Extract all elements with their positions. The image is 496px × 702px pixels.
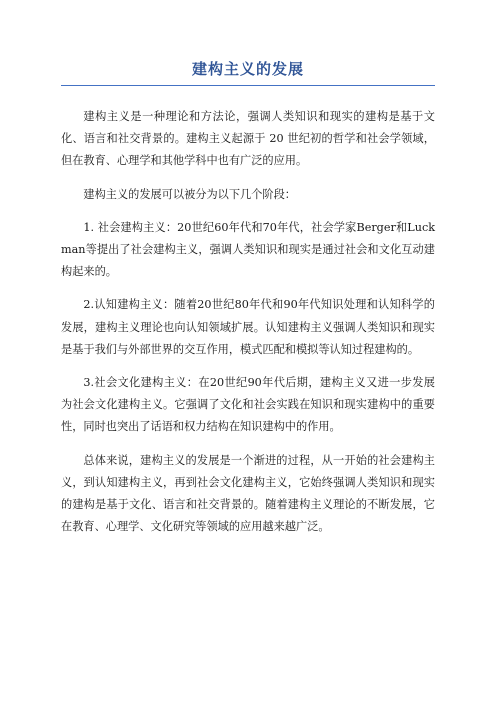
document-body [61, 106, 435, 538]
paragraph-social-constructivism: 1. 社会建构主义：20世纪60年代和70年代，社会学家Berger和Luckman等提出了社会建构主义，强调人类知识和现实是通过社会和文化互动建构起来的。 [61, 220, 435, 279]
document-title: 建构主义的发展 [61, 58, 435, 86]
paragraph-summary: 总体来说，建构主义的发展是一个渐进的过程，从一开始的社会建构主义，到认知建构主义，再到社会文化建构主义，它始终强调人类知识和现实的建构是基于文化、语言和社交背景的。随着建构主义理论的不断发展，它在教育、心理学、文化研究等领域的应用越来越广泛。 [61, 453, 435, 534]
paragraph-stages-lead: 建构主义的发展可以被分为以下几个阶段： [83, 187, 296, 201]
paragraph-sociocultural-constructivism: 3.社会文化建构主义：在20世纪90年代后期，建构主义又进一步发展为社会文化建构主义。它强调了文化和社会实践在知识和现实建构中的重要性，同时也突出了话语和权力结构在知识建构中的作用。 [61, 376, 435, 434]
paragraph-intro: 建构主义是一种理论和方法论，强调人类知识和现实的建构是基于文化、语言和社交背景的。建构主义起源于 20 世纪初的哲学和社会学领域，但在教育、心理学和其他学科中也有广泛的应用。 [61, 110, 435, 168]
paragraph-cognitive-constructivism: 2.认知建构主义：随着20世纪80年代和90年代知识处理和认知科学的发展，建构主义理论也向认知领域扩展。认知建构主义强调人类知识和现实是基于我们与外部世界的交互作用，模式匹配和模拟等认知过程建构的。 [61, 298, 435, 356]
